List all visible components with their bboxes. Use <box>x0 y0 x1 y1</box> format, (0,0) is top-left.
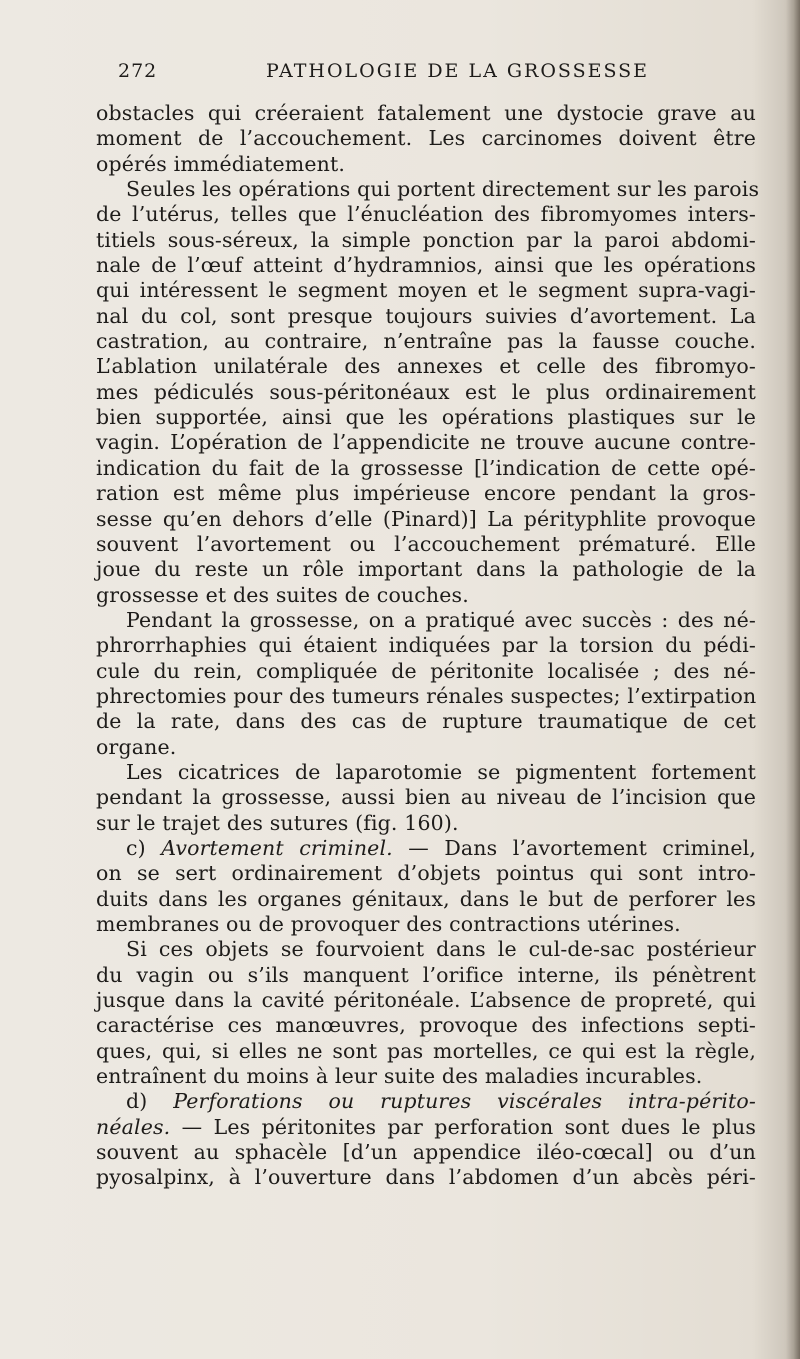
text-line: souvent l’avortement ou l’accouchement prématuré. Elle <box>96 531 756 556</box>
text-line: Les cicatrices de laparotomie se pigmentent fortement <box>126 759 756 784</box>
text-line: moment de l’accouchement. Les carcinomes doivent être <box>96 126 756 151</box>
text-line: nal du col, sont presque toujours suivies d’avortement. La <box>96 303 756 328</box>
subsection-d-line-2 <box>96 1115 756 1140</box>
text-line: phrectomies pour des tumeurs rénales suspectes; l’extirpation <box>96 683 757 708</box>
text-line: vagin. L’opération de l’appendicite ne trouve aucune contre- <box>96 430 756 455</box>
text-line: L’ablation unilatérale des annexes et celle des fibromyo- <box>96 354 756 379</box>
subsection-c-line <box>96 836 756 861</box>
text-line: du vagin ou s’ils manquent l’orifice interne, ils pénètrent <box>96 962 756 987</box>
subsection-d-rest: — Les péritonites par perforation sont dues le plus <box>170 1114 756 1139</box>
text-line: sesse qu’en dehors d’elle (Pinard)] La pérityphlite provoque <box>96 506 756 531</box>
text-line: souvent au sphacèle [d’un appendice iléo-cœcal] ou d’un <box>96 1140 756 1165</box>
text-line: ques, qui, si elles ne sont pas mortelles, ce qui est la règle, <box>96 1038 756 1063</box>
text-line: indication du fait de la grossesse [l’indication de cette opé- <box>96 455 756 480</box>
page-header <box>118 60 758 90</box>
text-line: entraînent du moins à leur suite des maladies incurables. <box>96 1064 703 1089</box>
text-line: de l’utérus, telles que l’énucléation des fibromyomes inters- <box>96 202 756 227</box>
subsection-d-title: Perforations ou ruptures viscérales intra-périto- <box>173 1089 756 1114</box>
subsection-c-title: Avortement criminel. <box>161 835 393 860</box>
text-line: caractérise ces manœuvres, provoque des infections septi- <box>96 1013 756 1038</box>
text-line: phrorrhaphies qui étaient indiquées par la torsion du pédi- <box>96 633 756 658</box>
subsection-d-title-end: néales. <box>96 1114 171 1139</box>
text-line: Pendant la grossesse, on a pratiqué avec succès : des né- <box>126 607 756 632</box>
page-edge-shadow <box>786 0 800 1359</box>
text-line: sur le trajet des sutures (fig. 160). <box>96 810 459 835</box>
subsection-d-label: d) <box>126 1089 174 1114</box>
text-line: Seules les opérations qui portent directement sur les parois <box>126 177 760 202</box>
subsection-d-line <box>96 1089 756 1114</box>
running-title: PATHOLOGIE DE LA GROSSESSE <box>266 60 650 82</box>
text-line: qui intéressent le segment moyen et le segment supra-vagi- <box>96 278 756 303</box>
text-line: mes pédiculés sous-péritonéaux est le plus ordinairement <box>96 379 756 404</box>
subsection-c-label: c) <box>126 835 162 860</box>
text-line: ration est même plus impérieuse encore pendant la gros- <box>96 481 756 506</box>
page-number: 272 <box>118 60 158 82</box>
text-line: Si ces objets se fourvoient dans le cul-de-sac postérieur <box>126 937 756 962</box>
text-line: jusque dans la cavité péritonéale. L’absence de propreté, qui <box>96 988 756 1013</box>
text-line: castration, au contraire, n’entraîne pas la fausse couche. <box>96 329 756 354</box>
text-line: on se sert ordinairement d’objets pointus qui sont intro- <box>96 861 756 886</box>
text-line: de la rate, dans des cas de rupture traumatique de cet <box>96 709 756 734</box>
text-line: grossesse et des suites de couches. <box>96 582 469 607</box>
text-line: organe. <box>96 734 177 759</box>
text-line: joue du reste un rôle important dans la pathologie de la <box>96 557 756 582</box>
text-line: membranes ou de provoquer des contractions utérines. <box>96 912 681 936</box>
text-line: nale de l’œuf atteint d’hydramnios, ainsi que les opérations <box>96 253 756 278</box>
subsection-c-rest: — Dans l’avortement criminel, <box>392 835 756 860</box>
text-line: cule du rein, compliquée de péritonite localisée ; des né- <box>96 658 756 683</box>
text-line: obstacles qui créeraient fatalement une dystocie grave au <box>96 101 756 125</box>
text-line: bien supportée, ainsi que les opérations plastiques sur le <box>96 405 756 430</box>
text-line: pyosalpinx, à l’ouverture dans l’abdomen d’un abcès péri- <box>96 1165 756 1190</box>
text-line: titiels sous-séreux, la simple ponction par la paroi abdomi- <box>96 227 756 252</box>
body-text <box>96 101 760 1191</box>
text-line: pendant la grossesse, aussi bien au niveau de l’incision que <box>96 785 756 810</box>
text-line: duits dans les organes génitaux, dans le but de perforer les <box>96 886 756 911</box>
text-line: opérés immédiatement. <box>96 151 346 176</box>
